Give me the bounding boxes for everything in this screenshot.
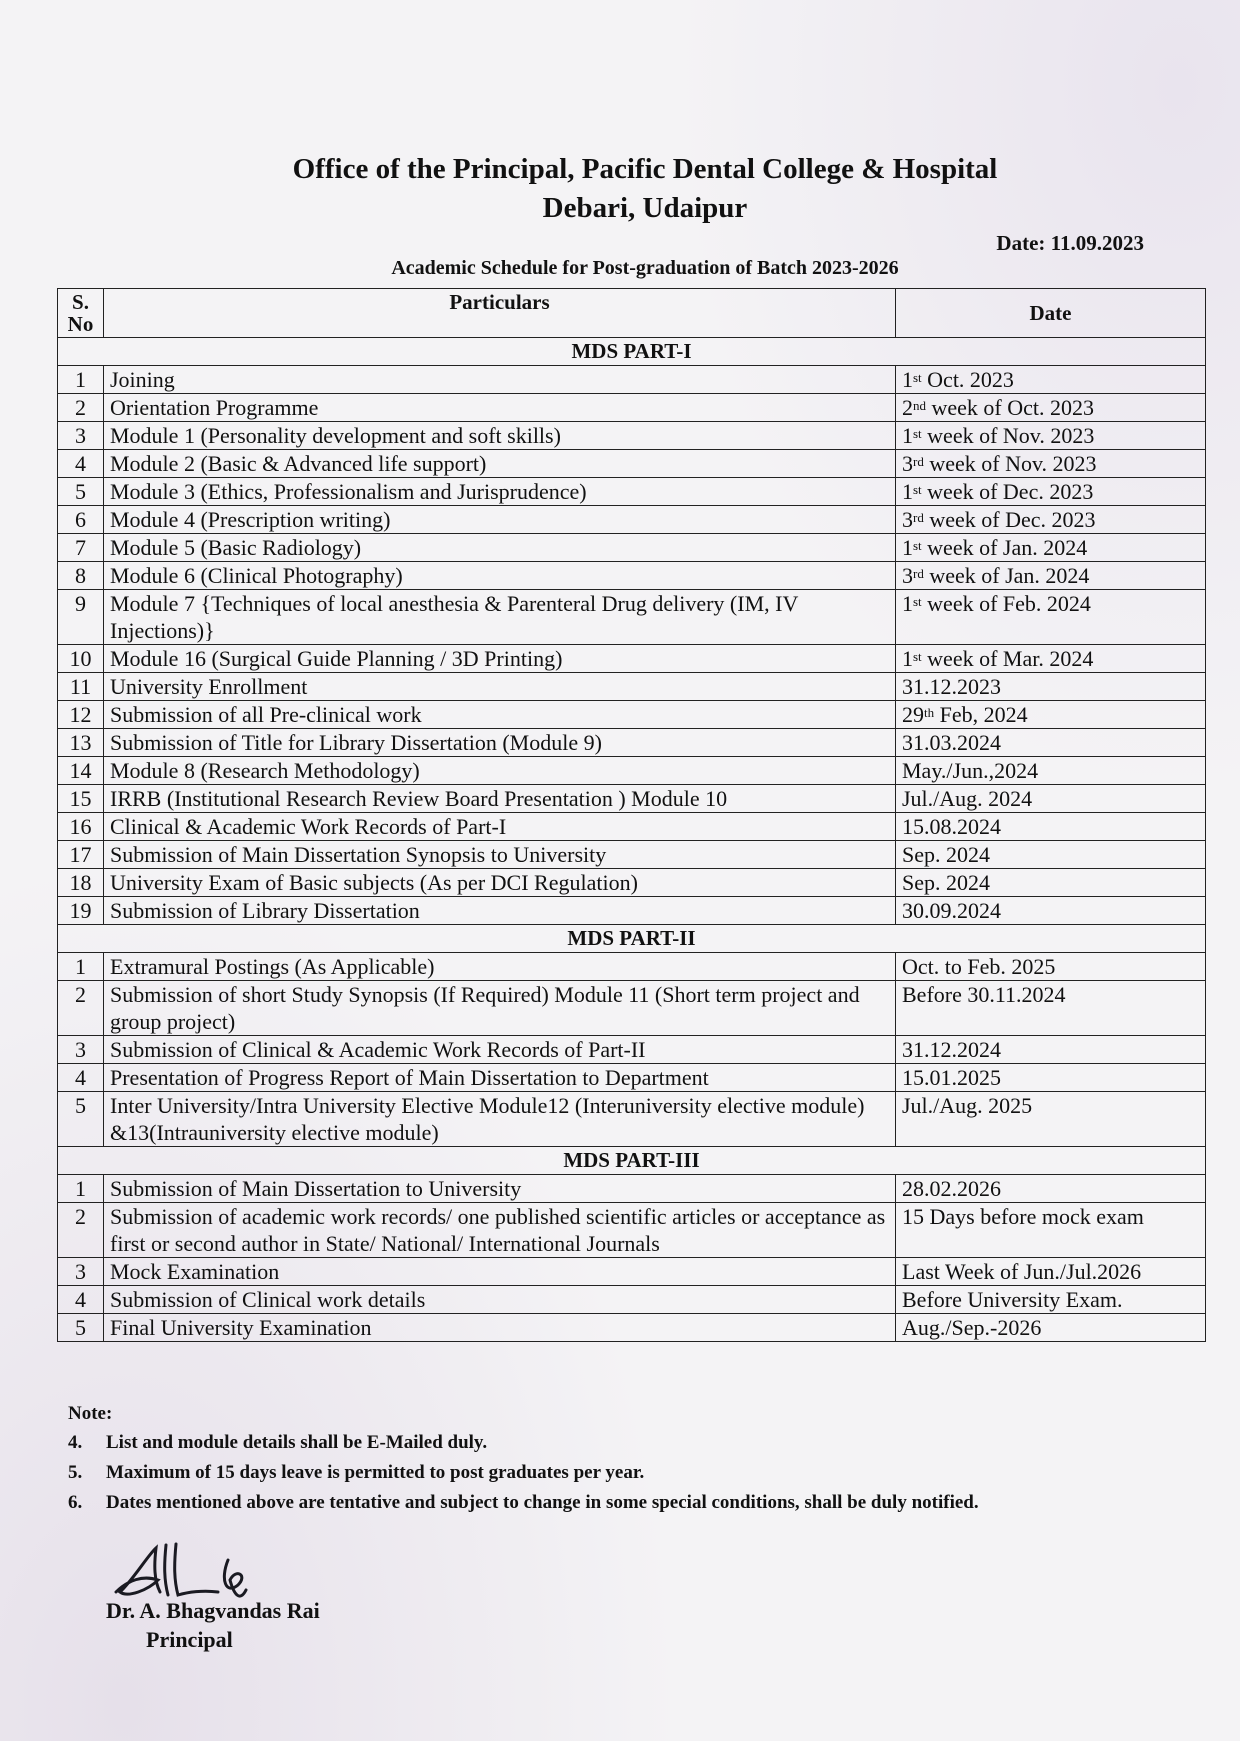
table-row [58, 562, 1206, 590]
table-row [58, 506, 1206, 534]
date-ordinal: th [924, 705, 935, 720]
table-row [58, 785, 1206, 813]
date-text-rest: week of Jan. 2024 [923, 563, 1090, 588]
row-date [896, 562, 1206, 590]
row-date [896, 841, 1206, 869]
row-date [896, 1064, 1206, 1092]
note-item [68, 1491, 979, 1515]
table-row [58, 729, 1206, 757]
date-ordinal: st [913, 482, 922, 497]
section-row [58, 1147, 1206, 1175]
date-text: 29 [902, 702, 924, 727]
date-ordinal: st [913, 370, 922, 385]
date-text: Sep. 2024 [902, 842, 990, 867]
row-number: 4 [58, 1286, 104, 1314]
row-date [896, 1286, 1206, 1314]
date-text-rest: week of Jan. 2024 [921, 535, 1088, 560]
notes-list [68, 1431, 979, 1515]
table-row [58, 1286, 1206, 1314]
table-row [58, 478, 1206, 506]
row-number: 2 [58, 981, 104, 1036]
row-particulars: Module 4 (Prescription writing) [104, 506, 896, 534]
table-row [58, 366, 1206, 394]
date-text: Before University Exam. [902, 1287, 1123, 1312]
row-particulars: Inter University/Intra University Elective Module12 (Interuniversity elective module) &13(Intrauniversity elective module) [104, 1092, 896, 1147]
row-particulars: Final University Examination [104, 1314, 896, 1342]
row-date [896, 1175, 1206, 1203]
date-text: 1 [902, 646, 913, 671]
row-date [896, 813, 1206, 841]
date-text-rest: Feb, 2024 [934, 702, 1028, 727]
col-sno-header: S. No [58, 289, 104, 338]
note-number: 6. [68, 1492, 83, 1513]
date-text: 1 [902, 367, 913, 392]
table-row [58, 1314, 1206, 1342]
date-ordinal: st [913, 426, 922, 441]
table-row [58, 701, 1206, 729]
document-date: Date: 11.09.2023 [996, 231, 1144, 255]
date-ordinal: rd [913, 566, 924, 581]
row-date [896, 394, 1206, 422]
table-row [58, 841, 1206, 869]
date-text: 31.12.2023 [902, 674, 1001, 699]
row-number: 2 [58, 1203, 104, 1258]
date-ordinal: rd [913, 454, 924, 469]
date-text-rest: week of Feb. 2024 [921, 591, 1091, 616]
date-text: Last Week of Jun./Jul.2026 [902, 1259, 1142, 1284]
date-text: 31.12.2024 [902, 1037, 1001, 1062]
row-number: 8 [58, 562, 104, 590]
row-date [896, 450, 1206, 478]
note-text: Dates mentioned above are tentative and subject to change in some special conditions, shall be duly notified. [106, 1492, 979, 1513]
row-date [896, 1314, 1206, 1342]
row-particulars: Extramural Postings (As Applicable) [104, 953, 896, 981]
row-particulars: Presentation of Progress Report of Main Dissertation to Department [104, 1064, 896, 1092]
date-text-rest: week of Dec. 2023 [921, 479, 1094, 504]
row-particulars: Submission of short Study Synopsis (If Required) Module 11 (Short term project and group project) [104, 981, 896, 1036]
table-row [58, 673, 1206, 701]
date-text: Oct. to Feb. 2025 [902, 954, 1056, 979]
signatory-title: Principal [146, 1627, 233, 1652]
row-date [896, 673, 1206, 701]
row-date [896, 757, 1206, 785]
date-text-rest: week of Nov. 2023 [923, 451, 1097, 476]
date-text: 30.09.2024 [902, 898, 1001, 923]
row-date [896, 701, 1206, 729]
row-number: 17 [58, 841, 104, 869]
row-particulars: University Exam of Basic subjects (As per DCI Regulation) [104, 869, 896, 897]
table-row [58, 1036, 1206, 1064]
row-date [896, 645, 1206, 673]
table-row [58, 757, 1206, 785]
row-date [896, 1036, 1206, 1064]
row-particulars: Clinical & Academic Work Records of Part-I [104, 813, 896, 841]
date-text-rest: week of Mar. 2024 [921, 646, 1094, 671]
row-particulars: Module 3 (Ethics, Professionalism and Jurisprudence) [104, 478, 896, 506]
row-number: 12 [58, 701, 104, 729]
location-heading: Debari, Udaipur [542, 192, 748, 224]
note-number: 4. [68, 1432, 83, 1453]
row-number: 16 [58, 813, 104, 841]
date-text: 28.02.2026 [902, 1176, 1001, 1201]
date-text: 15 Days before mock exam [902, 1204, 1144, 1229]
row-particulars: Submission of Clinical & Academic Work Records of Part-II [104, 1036, 896, 1064]
row-date [896, 785, 1206, 813]
table-row [58, 1203, 1206, 1258]
table-row [58, 813, 1206, 841]
row-particulars: Module 16 (Surgical Guide Planning / 3D Printing) [104, 645, 896, 673]
date-text: 3 [902, 507, 913, 532]
row-number: 3 [58, 1036, 104, 1064]
date-text: 15.01.2025 [902, 1065, 1001, 1090]
row-particulars: Module 5 (Basic Radiology) [104, 534, 896, 562]
row-date [896, 478, 1206, 506]
signatory-block [106, 1596, 320, 1654]
note-text: List and module details shall be E-Mailed duly. [106, 1432, 488, 1453]
row-particulars: Joining [104, 366, 896, 394]
date-text: Jul./Aug. 2025 [902, 1093, 1033, 1118]
row-number: 19 [58, 897, 104, 925]
table-row [58, 422, 1206, 450]
date-text: May./Jun.,2024 [902, 758, 1039, 783]
date-text: 31.03.2024 [902, 730, 1001, 755]
row-number: 10 [58, 645, 104, 673]
row-date [896, 534, 1206, 562]
table-row [58, 590, 1206, 645]
note-item [68, 1431, 979, 1455]
row-particulars: Submission of all Pre-clinical work [104, 701, 896, 729]
row-number: 3 [58, 1258, 104, 1286]
row-number: 2 [58, 394, 104, 422]
row-date [896, 366, 1206, 394]
date-text-rest: week of Oct. 2023 [926, 395, 1095, 420]
row-date [896, 422, 1206, 450]
table-row [58, 450, 1206, 478]
row-number: 18 [58, 869, 104, 897]
section-title: MDS PART-I [58, 338, 1206, 366]
row-number: 5 [58, 478, 104, 506]
row-particulars: Mock Examination [104, 1258, 896, 1286]
row-particulars: Submission of Main Dissertation Synopsis to University [104, 841, 896, 869]
row-date [896, 953, 1206, 981]
table-row [58, 1258, 1206, 1286]
schedule-table [57, 288, 1206, 1342]
row-number: 4 [58, 1064, 104, 1092]
row-number: 7 [58, 534, 104, 562]
schedule-body [58, 338, 1206, 1342]
note-number: 5. [68, 1462, 83, 1483]
row-particulars: University Enrollment [104, 673, 896, 701]
row-particulars: Submission of academic work records/ one published scientific articles or acceptance as first or second author in State/ National/ International Journals [104, 1203, 896, 1258]
row-particulars: Module 1 (Personality development and soft skills) [104, 422, 896, 450]
row-number: 5 [58, 1092, 104, 1147]
date-text: 1 [902, 535, 913, 560]
date-text-rest: Oct. 2023 [921, 367, 1014, 392]
table-header-row [58, 289, 1206, 338]
date-ordinal: st [913, 594, 922, 609]
notes-heading: Note: [68, 1403, 113, 1424]
table-row [58, 1064, 1206, 1092]
row-number: 13 [58, 729, 104, 757]
row-particulars: Module 6 (Clinical Photography) [104, 562, 896, 590]
col-date-header: Date [896, 289, 1206, 338]
schedule-title: Academic Schedule for Post-graduation of Batch 2023-2026 [391, 257, 899, 279]
date-text-rest: week of Nov. 2023 [921, 423, 1095, 448]
row-date [896, 869, 1206, 897]
section-row [58, 338, 1206, 366]
row-number: 11 [58, 673, 104, 701]
date-text: 1 [902, 479, 913, 504]
row-number: 6 [58, 506, 104, 534]
row-date [896, 590, 1206, 645]
row-date [896, 1092, 1206, 1147]
notes-section [68, 1403, 979, 1521]
table-row [58, 869, 1206, 897]
row-date [896, 506, 1206, 534]
row-number: 14 [58, 757, 104, 785]
note-text: Maximum of 15 days leave is permitted to post graduates per year. [106, 1462, 645, 1483]
date-text: Sep. 2024 [902, 870, 990, 895]
table-row [58, 394, 1206, 422]
row-particulars: Submission of Clinical work details [104, 1286, 896, 1314]
date-text: Aug./Sep.-2026 [902, 1315, 1042, 1340]
table-row [58, 645, 1206, 673]
row-date [896, 897, 1206, 925]
row-number: 1 [58, 1175, 104, 1203]
date-ordinal: st [913, 649, 922, 664]
row-number: 1 [58, 366, 104, 394]
date-ordinal: rd [913, 510, 924, 525]
date-text: 2 [902, 395, 913, 420]
row-number: 4 [58, 450, 104, 478]
row-particulars: Submission of Title for Library Dissertation (Module 9) [104, 729, 896, 757]
section-title: MDS PART-III [58, 1147, 1206, 1175]
row-number: 15 [58, 785, 104, 813]
row-number: 9 [58, 590, 104, 645]
section-row [58, 925, 1206, 953]
date-ordinal: nd [913, 398, 926, 413]
row-date [896, 1258, 1206, 1286]
date-text: 3 [902, 451, 913, 476]
row-particulars: Module 8 (Research Methodology) [104, 757, 896, 785]
signatory-name: Dr. A. Bhagvandas Rai [106, 1598, 320, 1623]
row-number: 3 [58, 422, 104, 450]
date-text: Before 30.11.2024 [902, 982, 1066, 1007]
row-date [896, 1203, 1206, 1258]
date-ordinal: st [913, 538, 922, 553]
note-item [68, 1461, 979, 1485]
row-particulars: Orientation Programme [104, 394, 896, 422]
row-number: 1 [58, 953, 104, 981]
row-date [896, 729, 1206, 757]
row-particulars: Submission of Library Dissertation [104, 897, 896, 925]
date-text: Jul./Aug. 2024 [902, 786, 1033, 811]
row-particulars: Module 2 (Basic & Advanced life support) [104, 450, 896, 478]
office-heading: Office of the Principal, Pacific Dental College & Hospital [292, 153, 998, 185]
date-text: 1 [902, 423, 913, 448]
col-particulars-header: Particulars [104, 289, 896, 338]
date-text: 1 [902, 591, 913, 616]
table-row [58, 534, 1206, 562]
table-row [58, 897, 1206, 925]
date-text-rest: week of Dec. 2023 [923, 507, 1096, 532]
table-row [58, 953, 1206, 981]
table-row [58, 981, 1206, 1036]
table-row [58, 1092, 1206, 1147]
table-row [58, 1175, 1206, 1203]
row-date [896, 981, 1206, 1036]
date-text: 15.08.2024 [902, 814, 1001, 839]
section-title: MDS PART-II [58, 925, 1206, 953]
row-particulars: IRRB (Institutional Research Review Board Presentation ) Module 10 [104, 785, 896, 813]
row-particulars: Submission of Main Dissertation to University [104, 1175, 896, 1203]
row-number: 5 [58, 1314, 104, 1342]
date-text: 3 [902, 563, 913, 588]
row-particulars: Module 7 {Techniques of local anesthesia & Parenteral Drug delivery (IM, IV Injections)} [104, 590, 896, 645]
